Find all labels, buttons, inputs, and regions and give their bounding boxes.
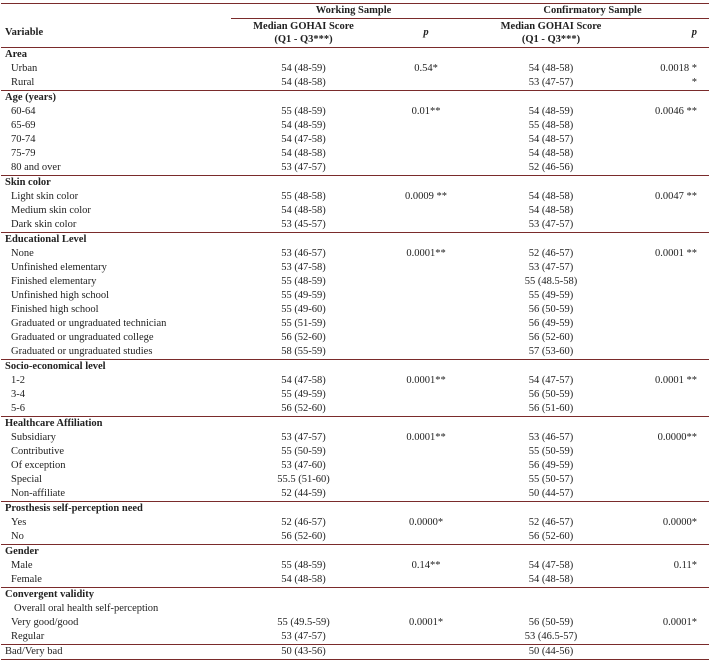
table-row: [1, 204, 709, 218]
row-label: 70-74: [11, 133, 36, 145]
working-median: 55.5 (51-60): [277, 473, 330, 485]
table-row: [1, 119, 709, 133]
confirmatory-median: 50 (44-56): [476, 644, 626, 659]
confirmatory-median: 54 (47-58): [528, 559, 574, 571]
group-title: Area: [5, 48, 27, 60]
working-median: 53 (47-58): [281, 261, 326, 273]
working-median: 55 (48-59): [281, 105, 326, 117]
empty-cell: [376, 47, 476, 62]
confirmatory-median: 55 (48.5-58): [524, 275, 578, 287]
working-median: 55 (49.5-59): [277, 616, 330, 628]
table-row: [1, 388, 709, 402]
table-row: [1, 616, 709, 630]
confirmatory-median: 52 (46-56): [476, 161, 626, 176]
table-row: [1, 161, 709, 176]
row-label: Unfinished elementary: [11, 261, 107, 273]
empty-cell: [231, 47, 376, 62]
quartile-label: (Q1 - Q3***): [274, 33, 333, 45]
working-median: 55 (49-60): [281, 303, 326, 315]
confirmatory-median: 56 (49-59): [528, 459, 574, 471]
row-label: Rural: [1, 76, 231, 91]
working-p-value: [376, 345, 476, 360]
confirmatory-median: 56 (49-59): [528, 317, 574, 329]
confirmatory-median: 56 (52-60): [476, 530, 626, 545]
confirmatory-p-value: 0.0001 **: [655, 374, 697, 386]
confirmatory-p-value: [626, 487, 709, 502]
gohai-results-table: [1, 3, 709, 660]
working-median: 52 (44-59): [231, 487, 376, 502]
group-title: Skin color: [5, 176, 51, 188]
table-row: [1, 459, 709, 473]
confirmatory-median: 56 (50-59): [528, 388, 574, 400]
working-p-value: [376, 459, 476, 473]
working-p-value: [376, 133, 476, 147]
confirmatory-median: 55 (48-58): [528, 119, 574, 131]
working-p-value: [376, 402, 476, 417]
variable-header: Variable: [1, 19, 231, 48]
working-median: 54 (48-58): [281, 147, 326, 159]
confirmatory-p-value: [626, 303, 709, 317]
confirmatory-median: 56 (51-60): [476, 402, 626, 417]
working-p-value: [376, 289, 476, 303]
group-header-row: [1, 501, 709, 516]
confirmatory-p-value: 0.0047 **: [655, 190, 697, 202]
confirmatory-p-value: 0.0000**: [657, 431, 697, 443]
working-p-value: [376, 388, 476, 402]
table-row: [1, 105, 709, 119]
group-header-row: [1, 47, 709, 62]
confirmatory-p-value: [626, 275, 709, 289]
confirmatory-p-value: [626, 289, 709, 303]
row-label: Male: [11, 559, 33, 571]
working-p-value: [376, 76, 476, 91]
working-median: 50 (43-56): [231, 644, 376, 659]
confirmatory-p-value: 0.11*: [673, 559, 697, 571]
confirmatory-p-value: [626, 345, 709, 360]
group-header-row: [1, 232, 709, 247]
working-median: 54 (48-58): [231, 573, 376, 588]
confirmatory-median: 54 (48-58): [528, 147, 574, 159]
table-row: [1, 630, 709, 645]
table-row: [1, 431, 709, 445]
confirmatory-p-value: [626, 119, 709, 133]
working-median: 56 (52-60): [231, 402, 376, 417]
table-row: [1, 190, 709, 204]
row-label: Finished high school: [11, 303, 99, 315]
median-label: Median GOHAI Score: [253, 20, 354, 32]
confirmatory-p-value: [626, 459, 709, 473]
confirmatory-median: 55 (49-59): [528, 289, 574, 301]
row-label: Overall oral health self-perception: [14, 602, 159, 614]
empty-cell: [626, 175, 709, 190]
working-p-header: p: [376, 19, 476, 48]
working-p-value: [376, 644, 476, 659]
working-median: 56 (52-60): [231, 530, 376, 545]
confirmatory-median: 55 (50-57): [528, 473, 574, 485]
confirmatory-p-value: [626, 630, 709, 645]
working-median: 55 (48-58): [281, 190, 326, 202]
group-header-row: [1, 359, 709, 374]
confirmatory-p-value: 0.0001 **: [655, 247, 697, 259]
working-p-value: [376, 119, 476, 133]
working-p-value: [376, 473, 476, 487]
table-row: [1, 573, 709, 588]
row-label: 65-69: [11, 119, 36, 131]
row-label: 60-64: [11, 105, 36, 117]
group-title: Educational Level: [5, 233, 87, 245]
table-row: [1, 445, 709, 459]
empty-cell: [626, 232, 709, 247]
group-title: Gender: [5, 545, 39, 557]
table-body: [1, 47, 709, 659]
empty-cell: [476, 544, 626, 559]
row-label: Dark skin color: [1, 218, 231, 233]
group-title: Healthcare Affiliation: [5, 417, 103, 429]
row-label: None: [11, 247, 34, 259]
confirmatory-p-value: *: [626, 76, 709, 91]
row-label: Subsidiary: [11, 431, 56, 443]
empty-cell: [231, 359, 376, 374]
table-row: [1, 317, 709, 331]
table-row: [1, 559, 709, 573]
confirmatory-p-value: [626, 147, 709, 161]
row-label: Graduated or ungraduated studies: [1, 345, 231, 360]
row-label: Of exception: [11, 459, 66, 471]
empty-cell: [626, 501, 709, 516]
table-row: [1, 218, 709, 233]
row-label: No: [1, 530, 231, 545]
group-title: Socio-economical level: [5, 360, 106, 372]
confirmatory-median: 54 (48-57): [528, 133, 574, 145]
confirmatory-p-header: p: [626, 19, 709, 48]
confirmatory-p-value: 0.0000*: [662, 516, 697, 528]
working-median: [231, 602, 376, 616]
row-label: Medium skin color: [11, 204, 91, 216]
row-label: Graduated or ungraduated technician: [11, 317, 167, 329]
group-header-row: [1, 587, 709, 602]
confirmatory-p-value: [626, 573, 709, 588]
table-row: [1, 275, 709, 289]
working-median: 54 (48-59): [281, 119, 326, 131]
working-sample-header: Working Sample: [231, 4, 476, 19]
working-median: 58 (55-59): [231, 345, 376, 360]
confirmatory-median: 50 (44-57): [476, 487, 626, 502]
working-median: 53 (46-57): [281, 247, 326, 259]
working-p-value: [376, 573, 476, 588]
quartile-label: (Q1 - Q3***): [521, 33, 581, 45]
confirmatory-median: 56 (50-59): [528, 303, 574, 315]
confirmatory-p-value: [626, 204, 709, 218]
working-median: 53 (45-57): [231, 218, 376, 233]
row-label: 75-79: [11, 147, 36, 159]
working-p-value: [376, 147, 476, 161]
confirmatory-p-value: [626, 218, 709, 233]
row-label: Finished elementary: [11, 275, 97, 287]
median-label: Median GOHAI Score: [500, 20, 602, 32]
row-label: Yes: [11, 516, 27, 528]
working-median: 54 (48-58): [231, 76, 376, 91]
confirmatory-p-value: [626, 388, 709, 402]
empty-cell: [376, 90, 476, 105]
working-median: 53 (47-57): [281, 431, 326, 443]
working-p-value: [376, 331, 476, 345]
row-label: Very good/good: [11, 616, 79, 628]
empty-cell: [626, 416, 709, 431]
table-row: [1, 303, 709, 317]
table-row: [1, 133, 709, 147]
confirmatory-median: 53 (46-57): [528, 431, 574, 443]
confirmatory-median: 52 (46-57): [528, 247, 574, 259]
empty-cell: [476, 47, 626, 62]
confirmatory-p-value: 0.0001*: [662, 616, 697, 628]
table-row: [1, 247, 709, 261]
confirmatory-median: [476, 602, 626, 616]
confirmatory-median: 54 (48-58): [528, 62, 574, 74]
working-median: 55 (51-59): [281, 317, 326, 329]
working-p-value: [376, 445, 476, 459]
group-title: Convergent validity: [5, 588, 94, 600]
row-label: Bad/Very bad: [1, 644, 231, 659]
confirmatory-median: 54 (48-59): [528, 105, 574, 117]
empty-cell: [231, 501, 376, 516]
working-p-value: 0.0000*: [408, 516, 444, 528]
row-label: Graduated or ungraduated college: [11, 331, 154, 343]
confirmatory-p-value: [626, 133, 709, 147]
working-median: 55 (50-59): [281, 445, 326, 457]
empty-cell: [476, 359, 626, 374]
working-p-value: [376, 218, 476, 233]
empty-cell: [231, 544, 376, 559]
empty-cell: [626, 359, 709, 374]
row-label: Regular: [1, 630, 231, 645]
confirmatory-p-value: [626, 644, 709, 659]
working-p-value: 0.0001**: [406, 431, 446, 443]
working-p-value: [376, 161, 476, 176]
table-row: [1, 62, 709, 76]
confirmatory-median: 54 (48-58): [476, 573, 626, 588]
row-label: Light skin color: [11, 190, 79, 202]
confirmatory-p-value: [626, 402, 709, 417]
table-row: [1, 331, 709, 345]
confirmatory-p-value: [626, 473, 709, 487]
empty-cell: [476, 175, 626, 190]
table-row: [1, 345, 709, 360]
row-label: Female: [1, 573, 231, 588]
confirmatory-p-value: 0.0046 **: [655, 105, 697, 117]
table-row: [1, 289, 709, 303]
confirmatory-p-value: [626, 331, 709, 345]
table-row: [1, 516, 709, 530]
working-p-value: 0.0001**: [406, 247, 446, 259]
working-median: 55 (49-59): [281, 388, 326, 400]
working-p-value: [376, 275, 476, 289]
confirmatory-p-value: 0.0018 *: [660, 62, 697, 74]
working-p-value: 0.01**: [411, 105, 441, 117]
working-median: 55 (48-59): [281, 559, 326, 571]
group-header-row: [1, 544, 709, 559]
confirmatory-median: 54 (48-58): [528, 204, 574, 216]
working-median: 53 (47-57): [231, 630, 376, 645]
table-row: [1, 473, 709, 487]
confirmatory-median: 54 (47-57): [528, 374, 574, 386]
confirmatory-median-header: [476, 19, 626, 48]
row-label: 3-4: [11, 388, 25, 400]
working-median: 56 (52-60): [281, 331, 326, 343]
row-label: Urban: [11, 62, 38, 74]
empty-cell: [376, 175, 476, 190]
working-median: 54 (48-58): [281, 204, 326, 216]
group-header-row: [1, 416, 709, 431]
empty-cell: [231, 416, 376, 431]
group-title: Prosthesis self-perception need: [5, 502, 143, 514]
table-row: [1, 402, 709, 417]
working-p-value: [376, 530, 476, 545]
working-median: 52 (46-57): [281, 516, 326, 528]
row-label: Contributive: [11, 445, 65, 457]
working-p-value: [376, 487, 476, 502]
empty-cell: [231, 90, 376, 105]
empty-cell: [626, 544, 709, 559]
empty-cell: [476, 501, 626, 516]
table-row: [1, 76, 709, 91]
confirmatory-p-value: [626, 530, 709, 545]
table-row: [1, 487, 709, 502]
working-p-value: 0.0001*: [408, 616, 444, 628]
confirmatory-median: 53 (47-57): [476, 218, 626, 233]
table-row: [1, 147, 709, 161]
working-p-value: 0.0001**: [406, 374, 446, 386]
confirmatory-median: 55 (50-59): [528, 445, 574, 457]
working-p-value: [376, 261, 476, 275]
row-label: 5-6: [1, 402, 231, 417]
empty-cell: [476, 90, 626, 105]
confirmatory-median: 53 (46.5-57): [476, 630, 626, 645]
confirmatory-sample-header: Confirmatory Sample: [476, 4, 709, 19]
working-median-header: [231, 19, 376, 48]
working-median: 54 (48-59): [281, 62, 326, 74]
working-median: 54 (47-58): [281, 133, 326, 145]
working-p-value: 0.54*: [414, 62, 438, 74]
row-label: Special: [11, 473, 42, 485]
empty-cell: [376, 416, 476, 431]
group-header-row: [1, 90, 709, 105]
row-label: Unfinished high school: [11, 289, 109, 301]
empty-cell: [626, 90, 709, 105]
working-median: 55 (48-59): [281, 275, 326, 287]
working-p-value: 0.14**: [411, 559, 441, 571]
confirmatory-p-value: [626, 445, 709, 459]
table-row: [1, 644, 709, 659]
confirmatory-median: 54 (48-58): [528, 190, 574, 202]
empty-cell: [376, 501, 476, 516]
confirmatory-median: 53 (47-57): [528, 261, 574, 273]
table-row: [1, 261, 709, 275]
table-row: [1, 602, 709, 616]
confirmatory-p-value: [626, 317, 709, 331]
row-label: Non-affiliate: [1, 487, 231, 502]
confirmatory-median: 52 (46-57): [528, 516, 574, 528]
confirmatory-median: 53 (47-57): [476, 76, 626, 91]
working-median: 53 (47-57): [231, 161, 376, 176]
working-p-value: [376, 602, 476, 616]
empty-cell: [626, 47, 709, 62]
empty-cell: [231, 587, 376, 602]
confirmatory-median: 57 (53-60): [476, 345, 626, 360]
confirmatory-p-value: [626, 602, 709, 616]
group-header-row: [1, 175, 709, 190]
empty-cell: [476, 416, 626, 431]
working-median: 53 (47-60): [281, 459, 326, 471]
working-median: 54 (47-58): [281, 374, 326, 386]
confirmatory-median: 56 (50-59): [528, 616, 574, 628]
empty-cell: [231, 175, 376, 190]
working-p-value: [376, 630, 476, 645]
table-row: [1, 374, 709, 388]
empty-cell: [376, 359, 476, 374]
confirmatory-p-value: [626, 261, 709, 275]
empty-cell: [376, 544, 476, 559]
empty-cell: [231, 232, 376, 247]
working-p-value: [376, 204, 476, 218]
working-p-value: [376, 317, 476, 331]
row-label: 80 and over: [1, 161, 231, 176]
working-median: 55 (49-59): [281, 289, 326, 301]
confirmatory-p-value: [626, 161, 709, 176]
empty-cell: [626, 587, 709, 602]
empty-cell: [376, 587, 476, 602]
empty-cell: [476, 587, 626, 602]
confirmatory-median: 56 (52-60): [528, 331, 574, 343]
empty-cell: [376, 232, 476, 247]
working-p-value: 0.0009 **: [405, 190, 447, 202]
table-row: [1, 530, 709, 545]
row-label: 1-2: [11, 374, 25, 386]
group-title: Age (years): [5, 91, 57, 103]
empty-cell: [476, 232, 626, 247]
working-p-value: [376, 303, 476, 317]
